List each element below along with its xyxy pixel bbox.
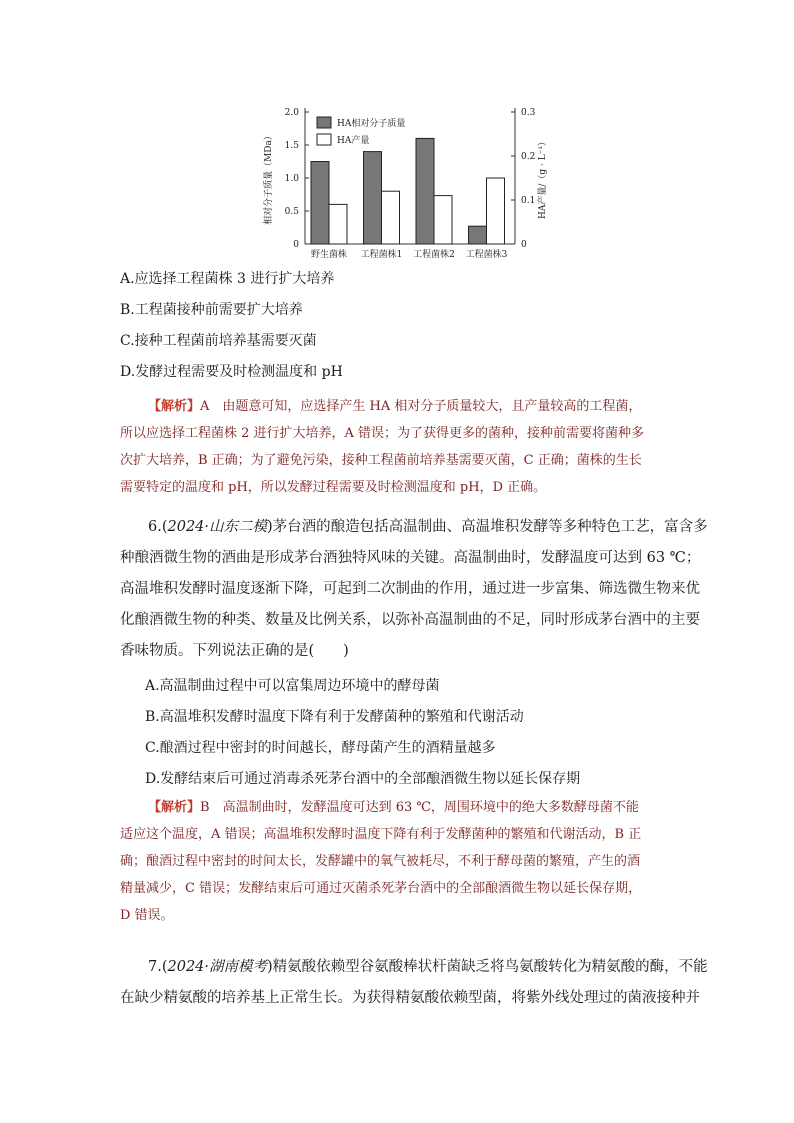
q5-analysis-line: A 由题意可知，应选择产生 HA 相对分子质量较大，且产量较高的工程菌， bbox=[200, 399, 642, 414]
q6-option-d: D.发酵结束后可通过消毒杀死茅台酒中的全部酿酒微生物以延长保存期 bbox=[145, 771, 581, 787]
y-tick-label-left: 2.0 bbox=[284, 108, 299, 118]
q6-stem-line: 香味物质。下列说法正确的是( ) bbox=[120, 643, 349, 659]
q6-analysis-line: D 错误。 bbox=[120, 908, 174, 923]
bar-chart bbox=[255, 105, 555, 265]
q6-analysis-line: B 高温制曲时，发酵温度可达到 63 ℃，周围环境中的绝大多数酵母菌不能 bbox=[200, 800, 639, 815]
chart-svg bbox=[255, 105, 555, 265]
bar-ha-yield bbox=[329, 204, 347, 244]
legend-swatch bbox=[317, 134, 331, 145]
q6-option-b: B.高温堆积发酵时温度下降有利于发酵菌种的繁殖和代谢活动 bbox=[145, 709, 524, 725]
bar-ha-mass bbox=[469, 226, 487, 244]
y-tick-label-left: 0 bbox=[293, 240, 299, 250]
q5-analysis-tag: 【解析】 bbox=[148, 399, 201, 414]
q5-analysis-line: 需要特定的温度和 pH，所以发酵过程需要及时检测温度和 pH，D 正确。 bbox=[120, 480, 547, 495]
q6-analysis-line: 确；酿酒过程中密封的时间太长，发酵罐中的氧气被耗尽，不利于酵母菌的繁殖，产生的酒 bbox=[120, 854, 641, 869]
q5-options bbox=[120, 270, 680, 381]
q5-option-c: C.接种工程菌前培养基需要灭菌 bbox=[120, 333, 317, 349]
q6-analysis-line: 适应这个温度，A 错误；高温堆积发酵时温度下降有利于发酵菌种的繁殖和代谢活动，B 正 bbox=[120, 827, 642, 842]
legend-label: HA产量 bbox=[337, 136, 370, 146]
legend-label: HA相对分子质量 bbox=[337, 119, 406, 129]
bar-ha-mass bbox=[364, 152, 382, 244]
q5-option-a: A.应选择工程菌株 3 进行扩大培养 bbox=[120, 271, 335, 287]
bar-ha-yield bbox=[434, 196, 452, 244]
q5-option-d: D.发酵过程需要及时检测温度和 pH bbox=[120, 364, 343, 380]
q6-stem-line: 种酿酒微生物的酒曲是形成茅台酒独特风味的关键。高温制曲时，发酵温度可达到 63 ℃； bbox=[120, 550, 701, 566]
q7-stem-line: 在缺少精氨酸的培养基上正常生长。为获得精氨酸依赖型菌，将紫外线处理过的菌液接种并 bbox=[120, 990, 700, 1006]
y-tick-label-right: 0 bbox=[521, 240, 527, 250]
q6-analysis-line: 精量减少，C 错误；发酵结束后可通过灭菌杀死茅台酒中的全部酿酒微生物以延长保存期， bbox=[120, 881, 642, 896]
bar-ha-mass bbox=[311, 162, 329, 245]
q6-options bbox=[145, 677, 705, 788]
y-tick-label-right: 0.1 bbox=[521, 196, 536, 206]
q6-stem-line: 化酿酒微生物的种类、数量及比例关系，以弥补高温制曲的不足，同时形成茅台酒中的主要 bbox=[120, 612, 700, 628]
bar-ha-yield bbox=[487, 178, 505, 244]
q7-source: 2024·湖南模考 bbox=[167, 959, 268, 975]
y-tick-label-left: 1.5 bbox=[284, 141, 299, 151]
y-tick-label-left: 1.0 bbox=[284, 174, 299, 184]
q6-analysis-tag: 【解析】 bbox=[148, 800, 201, 815]
y-tick-label-right: 0.3 bbox=[521, 108, 536, 118]
q6-analysis bbox=[120, 794, 680, 929]
x-tick-label: 工程菌株2 bbox=[413, 250, 455, 260]
q5-analysis bbox=[120, 393, 680, 501]
q6-source: 2024·山东二模 bbox=[167, 519, 268, 535]
x-tick-label: 工程菌株3 bbox=[465, 250, 508, 260]
q7-stem-first: )精氨酸依赖型谷氨酸棒状杆菌缺乏将鸟氨酸转化为精氨酸的酶，不能 bbox=[267, 959, 708, 975]
x-tick-label: 工程菌株1 bbox=[360, 250, 403, 260]
bar-ha-mass bbox=[416, 138, 434, 244]
q5-analysis-line: 次扩大培养，B 正确；为了避免污染，接种工程菌前培养基需要灭菌，C 正确；菌株的生长 bbox=[120, 453, 642, 468]
q6-stem-line: 高温堆积发酵时温度逐渐下降，可起到二次制曲的作用，通过进一步富集、筛选微生物来优 bbox=[120, 581, 700, 597]
y-tick-label-left: 0.5 bbox=[284, 207, 299, 217]
q6-option-a: A.高温制曲过程中可以富集周边环境中的酵母菌 bbox=[145, 678, 440, 694]
q7-number: 7.( bbox=[148, 959, 168, 975]
q6-stem bbox=[120, 512, 708, 667]
bar-ha-yield bbox=[382, 191, 400, 244]
y-axis-label-right: HA产量/（g · L⁻¹） bbox=[538, 136, 548, 220]
q5-option-b: B.工程菌接种前需要扩大培养 bbox=[120, 302, 303, 318]
y-axis-label-left: 相对分子质量（MDa） bbox=[264, 131, 274, 225]
legend-swatch bbox=[317, 117, 331, 128]
q6-option-c: C.酿酒过程中密封的时间越长，酵母菌产生的酒精量越多 bbox=[145, 740, 496, 756]
x-tick-label: 野生菌株 bbox=[310, 250, 348, 260]
q6-stem-first: )茅台酒的酿造包括高温制曲、高温堆积发酵等多种特色工艺，富含多 bbox=[267, 519, 708, 535]
q5-analysis-line: 所以应选择工程菌株 2 进行扩大培养，A 错误；为了获得更多的菌种，接种前需要将菌种多 bbox=[120, 426, 645, 441]
y-tick-label-right: 0.2 bbox=[521, 152, 536, 162]
q7-stem bbox=[120, 952, 708, 1014]
q6-number: 6.( bbox=[148, 519, 168, 535]
